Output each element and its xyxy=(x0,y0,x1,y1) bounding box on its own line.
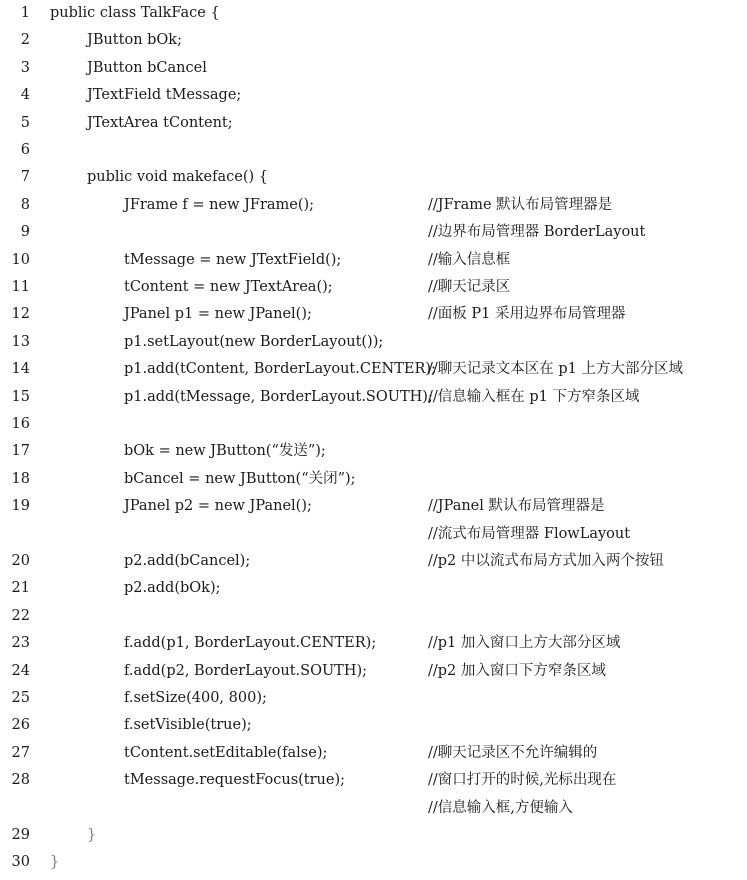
code-line xyxy=(0,356,747,383)
code-line xyxy=(0,329,747,356)
code-line xyxy=(0,137,747,164)
code-text: JTextField tMessage; xyxy=(87,87,242,104)
line-number: 23 xyxy=(11,635,30,652)
line-number: 29 xyxy=(11,827,30,843)
code-line xyxy=(0,630,747,657)
line-number: 10 xyxy=(11,251,30,268)
code-line xyxy=(0,795,747,822)
line-number: 14 xyxy=(11,361,30,378)
code-line xyxy=(0,575,747,602)
code-line xyxy=(0,82,747,109)
code-comment: //信息输入框,方便输入 xyxy=(428,799,573,816)
line-number: 28 xyxy=(11,772,30,789)
code-comment: //输入信息框 xyxy=(428,251,511,268)
code-line xyxy=(0,849,747,876)
code-text: JPanel p1 = new JPanel(); xyxy=(124,306,312,323)
code-line xyxy=(0,0,747,27)
code-text: JButton bCancel xyxy=(87,59,207,76)
code-comment: //边界布局管理器 BorderLayout xyxy=(428,224,646,241)
code-line xyxy=(0,110,747,137)
line-number: 3 xyxy=(20,59,30,76)
code-comment: //面板 P1 采用边界布局管理器 xyxy=(428,306,626,323)
code-text: JTextArea tContent; xyxy=(87,114,233,131)
code-line xyxy=(0,247,747,274)
code-text: JPanel p2 = new JPanel(); xyxy=(124,498,312,515)
code-line xyxy=(0,740,747,767)
code-text: p1.add(tContent, BorderLayout.CENTER); xyxy=(124,361,436,378)
line-number: 17 xyxy=(11,443,30,460)
line-number: 8 xyxy=(20,196,30,213)
code-line xyxy=(0,274,747,301)
code-text: tContent = new JTextArea(); xyxy=(124,279,333,295)
line-number: 22 xyxy=(11,607,30,624)
code-text: public void makeface() { xyxy=(87,169,268,186)
code-line xyxy=(0,27,747,54)
code-text: } xyxy=(87,827,97,843)
code-line xyxy=(0,438,747,465)
code-comment: //信息输入框在 p1 下方窄条区域 xyxy=(428,388,640,405)
line-number: 5 xyxy=(20,114,30,131)
code-line xyxy=(0,301,747,328)
code-comment: //p2 中以流式布局方式加入两个按钮 xyxy=(428,553,664,569)
code-line xyxy=(0,521,747,548)
code-comment: //p1 加入窗口上方大部分区域 xyxy=(428,635,621,652)
line-number: 18 xyxy=(11,470,30,487)
code-comment: //JFrame 默认布局管理器是 xyxy=(428,196,613,213)
line-number: 1 xyxy=(20,5,30,21)
code-line xyxy=(0,767,747,794)
code-line xyxy=(0,411,747,438)
code-text: f.add(p1, BorderLayout.CENTER); xyxy=(124,635,377,652)
code-comment: //聊天记录文本区在 p1 上方大部分区域 xyxy=(428,361,683,378)
code-comment: //p2 加入窗口下方窄条区域 xyxy=(428,662,606,679)
line-number: 2 xyxy=(20,32,30,49)
code-line xyxy=(0,712,747,739)
code-line xyxy=(0,685,747,712)
code-text: p2.add(bCancel); xyxy=(124,553,251,569)
code-text: public class TalkFace { xyxy=(50,5,220,21)
code-text: f.setSize(400, 800); xyxy=(124,690,267,706)
line-number: 7 xyxy=(20,169,30,186)
code-text: f.setVisible(true); xyxy=(124,717,252,734)
code-line xyxy=(0,55,747,82)
code-text: p1.add(tMessage, BorderLayout.SOUTH); xyxy=(124,388,433,405)
code-line xyxy=(0,822,747,849)
line-number: 20 xyxy=(11,553,30,569)
code-line xyxy=(0,548,747,575)
line-number: 15 xyxy=(11,388,30,405)
line-number: 13 xyxy=(11,333,30,350)
code-text: JButton bOk; xyxy=(87,32,182,49)
code-line xyxy=(0,603,747,630)
code-text: JFrame f = new JFrame(); xyxy=(124,196,315,213)
code-text: p1.setLayout(new BorderLayout()); xyxy=(124,333,384,350)
code-line xyxy=(0,658,747,685)
code-line xyxy=(0,493,747,520)
line-number: 30 xyxy=(11,854,30,871)
line-number: 21 xyxy=(11,580,30,597)
code-text: f.add(p2, BorderLayout.SOUTH); xyxy=(124,662,368,679)
code-line xyxy=(0,219,747,246)
code-text: tMessage.requestFocus(true); xyxy=(124,772,346,789)
code-comment: //窗口打开的时候,光标出现在 xyxy=(428,772,617,789)
line-number: 6 xyxy=(20,142,30,158)
code-line xyxy=(0,384,747,411)
line-number: 24 xyxy=(11,662,30,679)
code-text: tContent.setEditable(false); xyxy=(124,744,328,761)
code-text: } xyxy=(50,854,60,871)
code-line xyxy=(0,466,747,493)
line-number: 25 xyxy=(11,690,30,706)
line-number: 26 xyxy=(11,717,30,734)
line-number: 19 xyxy=(11,498,30,515)
line-number: 11 xyxy=(11,279,30,295)
code-text: tMessage = new JTextField(); xyxy=(124,251,342,268)
code-comment: //流式布局管理器 FlowLayout xyxy=(428,525,631,542)
code-line xyxy=(0,164,747,191)
line-number: 9 xyxy=(20,224,30,241)
line-number: 12 xyxy=(11,306,30,323)
code-comment: //聊天记录区不允许编辑的 xyxy=(428,744,598,761)
code-comment: //聊天记录区 xyxy=(428,279,511,295)
code-text: bOk = new JButton(“发送”); xyxy=(124,443,326,460)
code-text: bCancel = new JButton(“关闭”); xyxy=(124,470,356,487)
line-number: 16 xyxy=(11,416,30,432)
line-number: 27 xyxy=(11,744,30,761)
code-line xyxy=(0,192,747,219)
line-number: 4 xyxy=(20,87,30,104)
code-comment: //JPanel 默认布局管理器是 xyxy=(428,498,605,515)
code-text: p2.add(bOk); xyxy=(124,580,221,597)
